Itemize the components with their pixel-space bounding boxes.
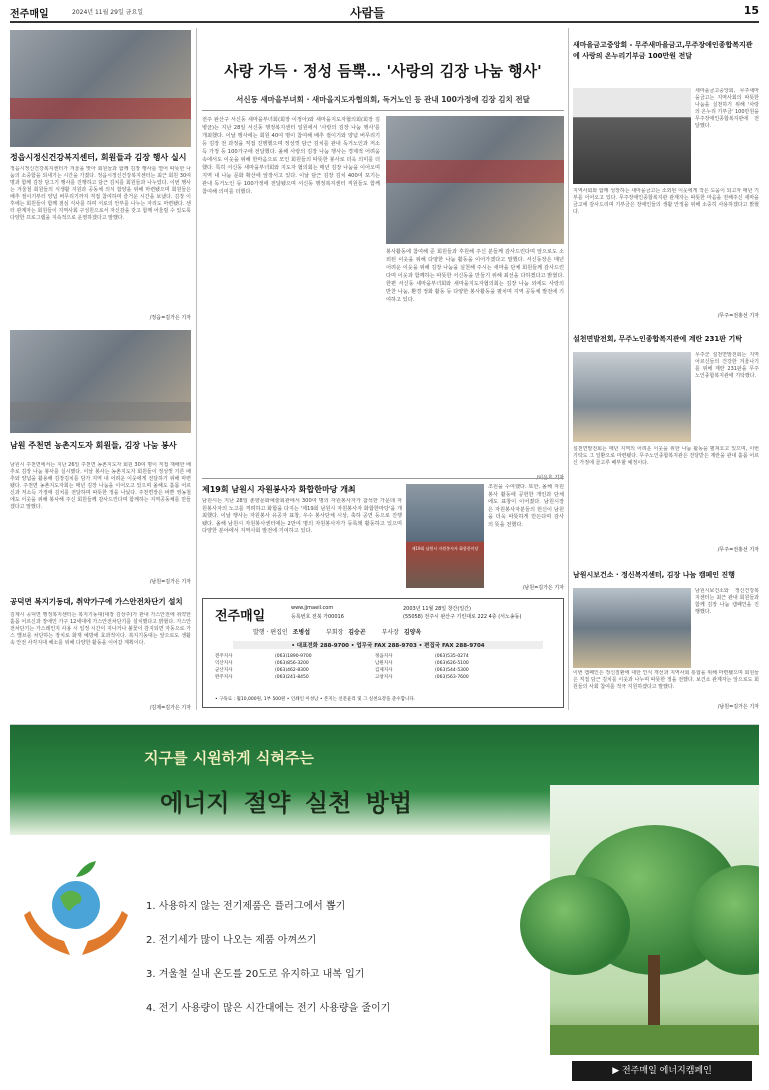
column-divider [196, 28, 197, 710]
article-body: 김제시 공덕면 행정복지센터는 복지기동대(대장 김상주)가 관내 가스안전에 취약한 홀몸 어르신과 장애인 가구 12세대에 가스안전차단기를 설치했다고 밝혔다. 가스안전차단기는 가스레인지 사용 시 일정 시간이 지나거나 불꽃이 감지되면 자동으로 가스 밸브를 차단하는 장치로 화재 예방에 효과적이다. 복지기동대는 앞으로도 생활 속 안전 사각지대 해소를 위해 다양한 활동을 이어갈 계획이다. [10, 612, 191, 646]
office-cell: (063)1890-9700 [275, 654, 312, 659]
energy-ad [10, 724, 759, 1086]
office-cell: (063)544-5300 [435, 668, 469, 673]
tree-trunk [648, 955, 660, 1035]
masthead-rule [10, 21, 759, 23]
photo-seoshin-group [386, 116, 564, 244]
vp-name: 김승곤 [348, 629, 366, 636]
issue-date: 2024년 11월 29일 금요일 [72, 9, 144, 16]
article-byline: /무주=전홍선 기자 [717, 313, 759, 319]
photo-namwon-festival [406, 484, 484, 588]
colophon-registration: 등록번호 전북 가00016 [291, 614, 344, 620]
column-divider [568, 28, 569, 710]
colophon-staff [253, 627, 553, 636]
photo-namwon-health [573, 588, 691, 668]
article-body: 지역사회와 함께 성장하는 새마을금고는 소외된 이웃에게 작은 도움이 되고자 매년 기부를 이어오고 있다. 무주장애인종합복지관 관계자는 따뜻한 마음을 전해주신 새마을금고에 감사드리며 기부금은 장애인들의 생활 안정을 위해 소중히 사용하겠다고 밝혔다. [573, 188, 759, 215]
main-article-col2: 봉사활동에 참여해 준 회원들과 후원해 주신 분들께 감사드린다며 앞으로도 소외된 이웃을 위해 다양한 나눔 활동을 이어가겠다고 말했다. 서신동장은 매년 어려운 이웃을 위해 김장 나눔을 실천해 주시는 새마을 단체 회원들께 감사드린다며 이웃과 함께하는 따뜻한 서신동을 만들기 위해 최선을 다하겠다고 밝혔다. 한편 서신동 새마을부녀회와 새마을지도자협의회는 김장 나눔 외에도 사랑의 반찬 나눔, 환경 정화 활동 등 다양한 봉사활동을 펼치며 지역 공동체 발전에 기여하고 있다. [386, 249, 564, 303]
office-cell: 익산지사 [215, 661, 233, 666]
article-body: 이번 캠페인은 정신질환에 대한 인식 개선과 지역사회 통합을 위해 마련됐으며 회원들은 직접 담근 김치를 이웃과 나누며 따뜻한 정을 전했다. 보건소 관계자는 앞으로도 회원들의 사회 참여를 적극 지원하겠다고 말했다. [573, 670, 759, 690]
colophon-founded: 2003년 11월 28일 창간(일간) [403, 606, 471, 612]
office-cell: (063)241-8450 [275, 675, 309, 680]
article-body: 남원시 주천면에서는 지난 26일 주천면 농촌지도자 회원 30여 명이 직접 재배한 배추로 김장 나눔 봉사를 실시했다. 이날 봉사는 농촌지도자 회원들이 정성껏 기른 배추와 양념을 활용해 김장김치를 담가 지역 내 어려운 이웃에게 전달하기 위해 마련됐다. 주천면 농촌지도자회는 매년 김장 나눔을 이어오고 있으며 올해도 홀몸 어르신과 저소득 가정에 김치를 전달하며 따뜻한 정을 나눴다. 주천면장은 바쁜 영농철에도 이웃을 위해 봉사해 주신 회원들께 감사드린다며 함께하는 지역공동체를 만들겠다고 말했다. [10, 462, 191, 510]
publisher-name: 조병섭 [292, 629, 311, 636]
colophon-phones: • 대표전화 288-9700 • 업무국 FAX 288-9703 • 편집국 FAX 288-9704 [233, 641, 543, 649]
page-number: 15 [743, 4, 759, 17]
article-side-text: 남원시보건소와 정신건강복지센터는 최근 관내 회원들과 함께 김장 나눔 캠페인을 진행했다. [695, 588, 759, 615]
article-title: 남원 주천면 농촌지도자 회원들, 김장 나눔 봉사 [10, 441, 177, 450]
article-side-text: 새마을금고중앙회, 무주새마을금고는 지역사회의 따뜻한 나눔을 실천하기 위해 '사랑의 온누리 기부금' 100만원을 무주장애인종합복지관에 전달했다. [695, 88, 759, 129]
office-cell: 김제지사 [375, 668, 393, 673]
office-row [215, 660, 553, 667]
ad-title: 에너지 절약 실천 방법 [160, 789, 413, 817]
office-cell: 완주지사 [215, 675, 233, 680]
colophon-box [202, 598, 564, 708]
office-cell: 남원지사 [375, 661, 393, 666]
hands-earth-illustration [16, 855, 136, 965]
colophon-offices [215, 653, 553, 681]
article-byline: /남원=김가은 기자 [149, 579, 191, 585]
masthead [10, 4, 759, 20]
ground [550, 1025, 759, 1055]
office-row [215, 667, 553, 674]
energy-step-2: 2. 전기세가 많이 나오는 제품 아껴쓰기 [146, 935, 317, 946]
sub-article-col2: 조원을 수여했다. 또한, 올해 자원봉사 활동에 공헌한 개인과 단체에도 표창이 이어졌다. 남원시장은 자원봉사자분들의 헌신이 남원을 더욱 따뜻하게 만든다며 감사의 뜻을 전했다. [488, 484, 564, 528]
article-title: 설천면발전회, 무주노인종합복지관에 계란 231판 기탁 [573, 335, 743, 343]
article-side-text: 무주군 설천면발전회는 지역 어르신들의 건강한 겨울나기를 위해 계란 231판을 무주노인종합복지관에 기탁했다. [695, 352, 759, 379]
article-title: 새마을금고중앙회 - 무주새마을금고,무주장애인종합복지관에 사랑의 온누리기부금 100만원 전달 [573, 41, 753, 60]
sub-byline: /남원=김가은 기자 [522, 585, 564, 591]
sub-article-col1: 남원시는 지난 28일 춘향문화예술회관에서 300여 명의 자원봉사자가 참석한 가운데 자원봉사자의 노고를 격려하고 화합을 다지는 '제19회 남원시 자원봉사자 화합한마당'을 개최했다. 이날 행사는 자원봉사 유공자 표창, 우수 봉사단체 시상, 축하 공연 등으로 진행됐다. 올해 남원시 자원봉사센터에는 2만여 명의 자원봉사자가 등록돼 활동하고 있으며 다양한 분야에서 지역사회 발전에 기여하고 있다. [202, 498, 402, 534]
article-byline: /남원=김가은 기자 [717, 704, 759, 710]
office-cell: 정읍지사 [375, 654, 393, 659]
ad-tree-panel [550, 785, 759, 1055]
article-body: 정읍시정신건강복지센터가 겨울을 맞아 회원들과 함께 김장 행사를 열어 따뜻한 나눔의 소중함을 되새기는 시간을 가졌다. 정읍시정신건강복지센터는 최근 회원 30여 명과 함께 김장 담그기 행사를 진행하고 담근 김치를 회원들과 나누었다. 이번 행사는 겨울철 회원들의 식생활 지원과 공동체 의식 함양을 위해 마련됐으며 회원들은 배추 절이기부터 양념 버무리기까지 직접 참여하며 즐거운 시간을 보냈다. 김장 이후에는 회원들이 함께 점심 식사를 하며 서로의 안부를 나누는 자리도 마련됐다. 센터 관계자는 회원들이 지역사회 구성원으로서 자신감을 갖고 함께 어울릴 수 있도록 다양한 프로그램을 지속적으로 운영하겠다고 말했다. [10, 166, 191, 221]
photo-namwon-volunteers [10, 330, 191, 433]
tree-icon [520, 875, 630, 975]
office-cell: (063)535-0274 [435, 654, 469, 659]
colophon-url: www.jjmaeil.com [291, 605, 334, 611]
headline-rule [202, 110, 564, 111]
office-cell: (063)856-3200 [275, 661, 309, 666]
vp-label: 부회장 [325, 629, 344, 636]
colophon-paper-name: 전주매일 [215, 609, 266, 624]
campaign-label: ▶ 전주매일 에너지캠페인 [572, 1061, 752, 1081]
article-title: 정읍시정신건강복지센터, 회원들과 김장 행사 실시 [10, 153, 187, 162]
article-byline: /무주=전홍선 기자 [717, 547, 759, 553]
sub-article-title: 제19회 남원시 자원봉사자 화합한마당 개최 [202, 485, 356, 494]
president-label: 부사장 [381, 629, 399, 636]
colophon-footer: • 구독료 : 월10,000원, 1부 500원 • 인쇄인 이성남 • 본지는 신문윤리 및 그 실천요강을 준수합니다. [215, 697, 416, 702]
main-headline: 사랑 가득 · 정성 듬뿍… '사랑의 김장 나눔 행사' [224, 62, 542, 80]
office-cell: 고창지사 [375, 675, 393, 680]
office-cell: (063)626-5100 [435, 661, 469, 666]
photo-caption: 제19회 남원시 자원봉사자 화합한마당 [411, 546, 479, 551]
publisher-label: 발행 · 편집인 [253, 629, 288, 636]
main-article-col1: 전주 완산구 서신동 새마을부녀회(회장 이정아)와 새마을지도자협의회(회장 김병균)는 지난 28일 서신동 행정복지센터 일원에서 '사랑의 김장 나눔 행사'를 개최했다. 이날 행사에는 회원 40여 명이 참여해 배추 절이기와 양념 버무리기 등 김장 전 과정을 직접 진행했으며 정성껏 담근 김치를 관내 독거노인과 저소득 가정 등 100가구에 전달했다. 올해 사랑의 김장 나눔 행사는 경제적 어려움 속에서도 이웃을 위해 한마음으로 모인 회원들의 따뜻한 봉사로 더욱 의미를 더했다. 특히 서신동 새마을부녀회와 지도자 협의회는 매년 김장 나눔을 이어오며 지역 내 나눔 문화 확산에 앞장서고 있다. 이날 담근 김장 김치 400여 포기는 관내 독거노인 등 100가정에 전달됐으며 서신동 행정복지센터 직원들도 함께 참여해 의미를 더했다. [202, 117, 380, 195]
office-cell: 전주지사 [215, 654, 233, 659]
photo-donation-muju [573, 88, 691, 184]
main-subhead: 서신동 새마을부녀회 · 새마을지도자협의회, 독거노인 등 관내 100가정에 김장 김치 전달 [236, 95, 530, 104]
ad-kicker: 지구를 시원하게 식혀주는 [144, 749, 314, 767]
leaf-icon [76, 861, 96, 877]
article-byline: /김제=김가은 기자 [149, 705, 191, 711]
section-title: 사람들 [350, 6, 385, 20]
energy-step-4: 4. 전기 사용량이 많은 시간대에는 전기 사용량을 줄이기 [146, 1003, 391, 1014]
photo-jeongeup-kimchi [10, 30, 191, 147]
section-rule [202, 478, 564, 479]
office-cell: (063)563-7600 [435, 675, 469, 680]
earth-icon [52, 881, 100, 929]
energy-step-3: 3. 겨울철 실내 온도를 20도로 유지하고 내복 입기 [146, 969, 365, 980]
colophon-address: (55058) 전주시 완산구 기린대로 222 4층 (서노송동) [403, 614, 522, 620]
article-title: 공덕면 복지기동대, 취약가구에 가스안전차단기 설치 [10, 597, 183, 606]
president-name: 김양옥 [403, 629, 422, 636]
office-row [215, 653, 553, 660]
photo-egg-donation [573, 352, 691, 442]
article-byline: /정읍=김가은 기자 [149, 315, 191, 321]
energy-step-1: 1. 사용하지 않는 전기제품은 플러그에서 뽑기 [146, 901, 346, 912]
office-row [215, 674, 553, 681]
article-body: 설천면발전회는 매년 지역의 어려운 이웃을 위한 나눔 활동을 펼쳐오고 있으며, 이번 기탁도 그 일환으로 마련됐다. 무주노인종합복지관은 전달받은 계란을 관내 홀몸 어르신 가정에 골고루 배부할 예정이다. [573, 446, 759, 466]
office-cell: 군산지사 [215, 668, 233, 673]
article-title: 남원시보건소 · 정신복지센터, 김장 나눔 캠페인 진행 [573, 571, 735, 579]
paper-name: 전주매일 [10, 9, 49, 20]
office-cell: (063)462-8300 [275, 668, 309, 673]
